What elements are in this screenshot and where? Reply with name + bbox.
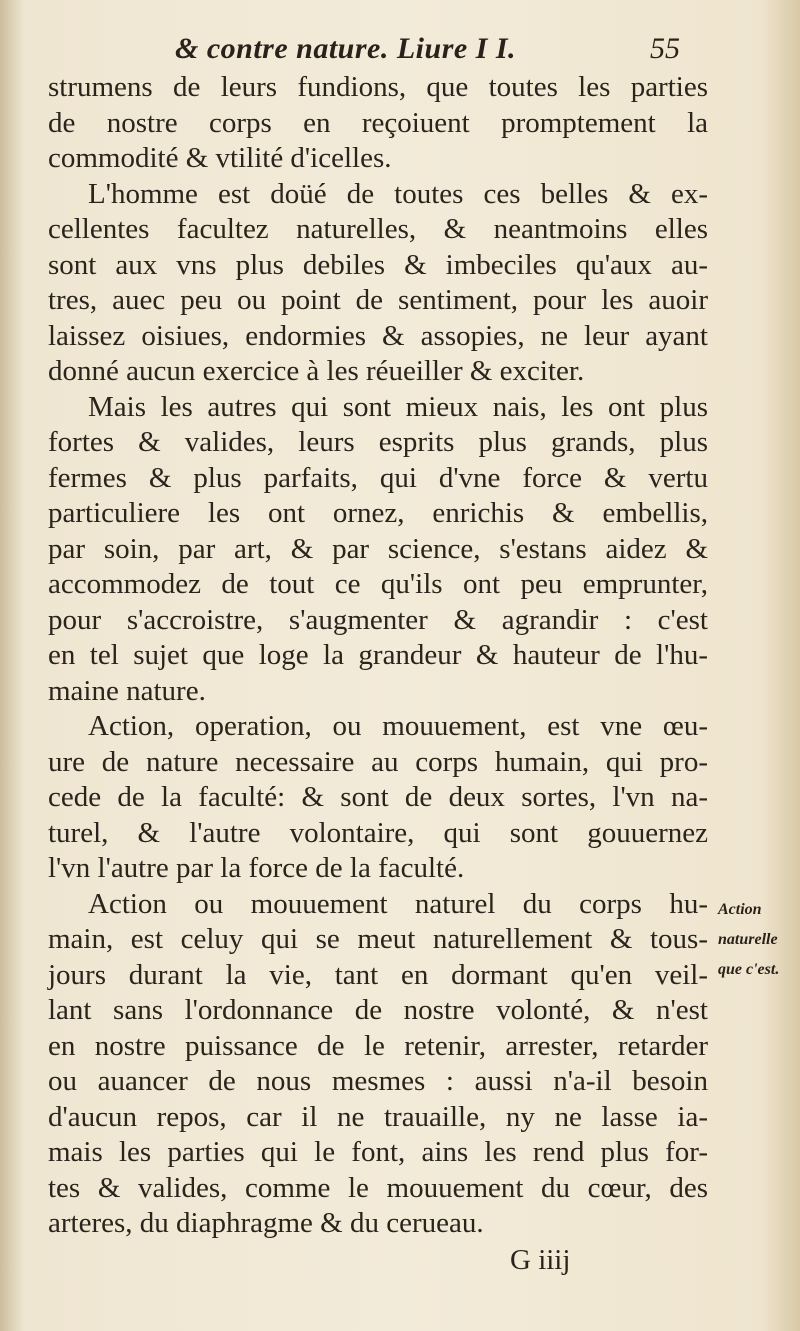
- margin-note-line: que c'est.: [718, 961, 780, 978]
- text-line: de nostre corps en reçoiuent promptement la: [48, 106, 708, 139]
- text-line: accommodez de tout ce qu'ils ont peu emprunter,: [48, 568, 708, 600]
- text-line: arteres, du diaphragme & du cerueau.: [48, 1207, 484, 1239]
- margin-note: [718, 895, 798, 985]
- text-line: ure de nature necessaire au corps humain, qui pro-: [48, 745, 708, 778]
- signature-mark: G iiij: [510, 1244, 571, 1276]
- text-line: en nostre puissance de le retenir, arrester, retarder: [48, 1029, 708, 1062]
- text-line: en tel sujet que loge la grandeur & hauteur de l'hu-: [48, 639, 708, 671]
- text-line: fortes & valides, leurs esprits plus grands, plus: [48, 426, 708, 458]
- text-line: donné aucun exercice à les réueiller & exciter.: [48, 355, 585, 387]
- margin-note-line: naturelle: [718, 931, 778, 948]
- text-line: L'homme est doüé de toutes ces belles & ex-: [88, 177, 708, 210]
- text-line: fermes & plus parfaits, qui d'vne force & vertu: [48, 461, 708, 494]
- text-line: Mais les autres qui sont mieux nais, les ont plus: [88, 390, 708, 423]
- text-line: tes & valides, comme le mouuement du cœur, des: [48, 1171, 708, 1204]
- margin-note-line: Action: [718, 901, 762, 918]
- text-line: jours durant la vie, tant en dormant qu'en veil-: [48, 958, 708, 991]
- page-number: 55: [650, 32, 680, 65]
- text-line: ou auancer de nous mesmes : aussi n'a-il besoin: [48, 1065, 708, 1097]
- text-line: cellentes facultez naturelles, & neantmoins elles: [48, 213, 708, 245]
- text-line: laissez oisiues, endormies & assopies, ne leur ayant: [48, 319, 708, 352]
- text-line: turel, & l'autre volontaire, qui sont gouuernez: [48, 816, 708, 849]
- text-line: main, est celuy qui se meut naturellement & tous-: [48, 923, 708, 955]
- text-line: l'vn l'autre par la force de la faculté.: [48, 852, 465, 884]
- text-line: maine nature.: [48, 674, 206, 707]
- body-text: [48, 70, 708, 1242]
- text-line: sont aux vns plus debiles & imbeciles qu'aux au-: [48, 248, 708, 281]
- text-line: cede de la faculté: & sont de deux sortes, l'vn na-: [48, 781, 708, 813]
- text-line: Action ou mouuement naturel du corps hu-: [88, 887, 708, 920]
- running-title: & contre nature. Liure I I.: [175, 32, 517, 65]
- text-line: mais les parties qui le font, ains les rend plus for-: [48, 1136, 708, 1168]
- text-line: pour s'accroistre, s'augmenter & agrandir : c'est: [48, 603, 708, 636]
- text-line: d'aucun repos, car il ne trauaille, ny ne lasse ia-: [48, 1100, 708, 1133]
- text-line: par soin, par art, & par science, s'estans aidez &: [48, 532, 708, 565]
- text-line: strumens de leurs fundions, que toutes les parties: [48, 71, 708, 103]
- page-header: [0, 32, 800, 72]
- text-line: Action, operation, ou mouuement, est vne œu-: [88, 710, 708, 742]
- text-line: tres, auec peu ou point de sentiment, pour les auoir: [48, 284, 708, 316]
- text-line: commodité & vtilité d'icelles.: [48, 142, 392, 174]
- text-line: particuliere les ont ornez, enrichis & embellis,: [48, 497, 708, 529]
- text-line: lant sans l'ordonnance de nostre volonté, & n'est: [48, 994, 708, 1026]
